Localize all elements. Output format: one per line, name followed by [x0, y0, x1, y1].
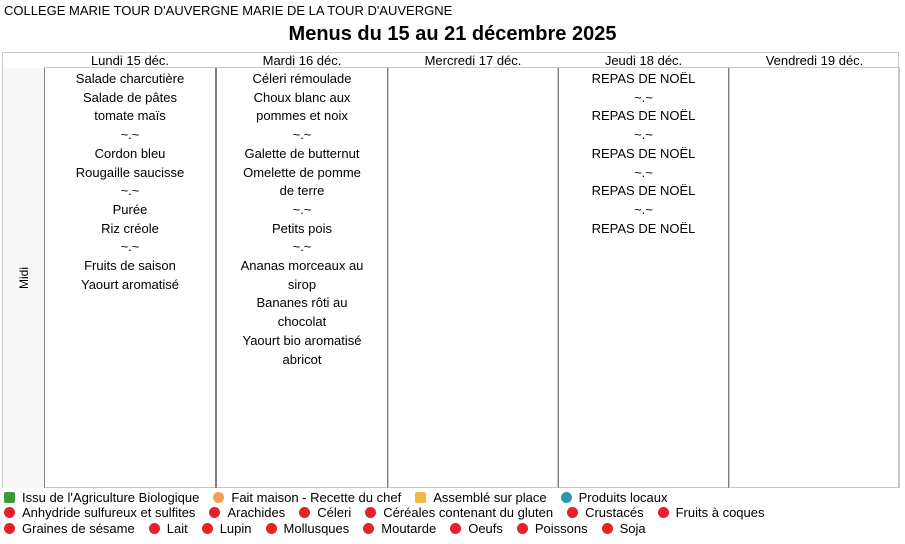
- menu-item: ~.~: [634, 127, 653, 143]
- legend-label: Issu de l'Agriculture Biologique: [22, 490, 200, 505]
- menu-item: Riz créole: [101, 220, 159, 236]
- gluten-icon: [365, 507, 376, 518]
- menu-item: sirop: [287, 276, 317, 292]
- house-icon: [213, 492, 224, 503]
- soy-icon: [602, 523, 613, 534]
- menu-item: REPAS DE NOËL: [591, 183, 696, 199]
- day-menu-column: [388, 68, 558, 488]
- celery-icon: [299, 507, 310, 518]
- menu-item: Petits pois: [272, 220, 332, 236]
- legend-item: [415, 490, 546, 505]
- fish-icon: [517, 523, 528, 534]
- day-header: Mercredi 17 déc.: [388, 53, 558, 68]
- menu-item: ~.~: [634, 201, 653, 217]
- menu-item: Cordon bleu: [94, 145, 166, 161]
- assembled-icon: [415, 492, 426, 503]
- legend-label: Arachides: [227, 505, 286, 521]
- menu-item: ~.~: [292, 201, 312, 217]
- legend-item: [567, 505, 644, 520]
- mollusc-icon: [266, 523, 277, 534]
- legend-label: Produits locaux: [578, 490, 668, 505]
- day-menu-column: [558, 68, 729, 488]
- page-title: Menus du 15 au 21 décembre 2025: [288, 23, 617, 45]
- day-menu-column: [729, 68, 900, 488]
- menu-item: Salade charcutière: [75, 71, 185, 86]
- legend-item: [202, 521, 252, 536]
- menu-item: Purée: [112, 201, 148, 217]
- menu-item: Rougaille saucisse: [75, 164, 185, 180]
- legend-label: Lupin: [219, 520, 252, 536]
- legend-item: [266, 521, 350, 536]
- legend-label: Céleri: [317, 505, 352, 521]
- location-pin-icon: [561, 492, 572, 503]
- legend-item: [602, 521, 646, 536]
- day-header: Vendredi 19 déc.: [729, 53, 900, 68]
- legend-label: Assemblé sur place: [433, 490, 547, 505]
- menu-item: Fruits de saison: [84, 258, 176, 274]
- menu-item: Bananes rôti au: [256, 295, 348, 311]
- legend-item: [517, 521, 588, 536]
- legend-label: Soja: [619, 520, 646, 536]
- menu-item: ~.~: [120, 239, 140, 255]
- legend-row: [4, 521, 778, 536]
- legend-item: [658, 505, 765, 520]
- menu-item: ~.~: [292, 127, 312, 143]
- crustacean-icon: [567, 507, 578, 518]
- mustard-icon: [363, 523, 374, 534]
- day-header: Mardi 16 déc.: [216, 53, 388, 68]
- menu-item: REPAS DE NOËL: [591, 108, 696, 124]
- legend-item: [363, 521, 436, 536]
- menu-item: Yaourt bio aromatisé: [242, 332, 362, 348]
- egg-icon: [450, 523, 461, 534]
- menu-item: Omelette de pomme: [243, 164, 361, 180]
- day-menu-column: [44, 68, 216, 488]
- menu-grid: [2, 52, 899, 488]
- menu-item: de terre: [279, 183, 325, 199]
- menu-item: Choux blanc aux: [253, 89, 351, 105]
- legend-label: Poissons: [534, 520, 588, 536]
- menu-item: ~.~: [120, 183, 140, 199]
- legend-label: Crustacés: [585, 505, 644, 521]
- menu-item: abricot: [282, 351, 322, 367]
- legend-label: Oeufs: [468, 520, 503, 536]
- legend-label: Céréales contenant du gluten: [383, 505, 554, 521]
- legend-item: [561, 490, 668, 505]
- legend-item: [149, 521, 188, 536]
- legend-item: [365, 505, 553, 520]
- legend-label: Mollusques: [283, 520, 350, 536]
- legend-item: [450, 521, 503, 536]
- menu-item: Céleri rémoulade: [252, 71, 352, 86]
- legend-item: [213, 490, 401, 505]
- menu-item: REPAS DE NOËL: [591, 71, 696, 86]
- legend-label: Fait maison - Recette du chef: [231, 490, 402, 505]
- nuts-icon: [658, 507, 669, 518]
- lupin-icon: [202, 523, 213, 534]
- legend-label: Anhydride sulfureux et sulfites: [22, 505, 196, 521]
- meal-label: Midi: [16, 266, 31, 290]
- menu-item: ~.~: [292, 239, 312, 255]
- legend-item: [4, 505, 195, 520]
- menu-item: tomate maïs: [94, 108, 166, 124]
- day-header: Jeudi 18 déc.: [558, 53, 729, 68]
- legend-row: [4, 490, 778, 505]
- legend-item: [4, 490, 199, 505]
- menu-item: ~.~: [634, 164, 653, 180]
- legend-label: Lait: [166, 520, 188, 536]
- day-menu-column: [216, 68, 388, 488]
- day-header: Lundi 15 déc.: [44, 53, 216, 68]
- menu-item: Salade de pâtes: [83, 89, 177, 105]
- school-name: COLLEGE MARIE TOUR D'AUVERGNE MARIE DE LA TOUR D'AUVERGNE: [4, 3, 453, 18]
- menu-item: Yaourt aromatisé: [80, 276, 180, 292]
- sulfites-icon: [4, 507, 15, 518]
- meal-label-column: [3, 68, 45, 488]
- menu-item: Galette de butternut: [244, 145, 360, 161]
- menu-item: REPAS DE NOËL: [591, 220, 696, 236]
- peanut-icon: [209, 507, 220, 518]
- legend-row: [4, 505, 778, 520]
- legend-item: [209, 505, 285, 520]
- legend-label: Graines de sésame: [22, 520, 135, 536]
- sesame-icon: [4, 523, 15, 534]
- organic-icon: [4, 492, 15, 503]
- menu-item: Ananas morceaux au: [240, 258, 364, 274]
- legend: [4, 490, 778, 536]
- legend-label: Fruits à coques: [675, 505, 765, 521]
- legend-item: [299, 505, 351, 520]
- legend-item: [4, 521, 135, 536]
- menu-item: ~.~: [634, 89, 653, 105]
- menu-item: ~.~: [120, 127, 140, 143]
- legend-label: Moutarde: [381, 520, 437, 536]
- menu-item: chocolat: [277, 314, 327, 330]
- menu-item: pommes et noix: [256, 108, 348, 124]
- menu-item: REPAS DE NOËL: [591, 145, 696, 161]
- milk-icon: [149, 523, 160, 534]
